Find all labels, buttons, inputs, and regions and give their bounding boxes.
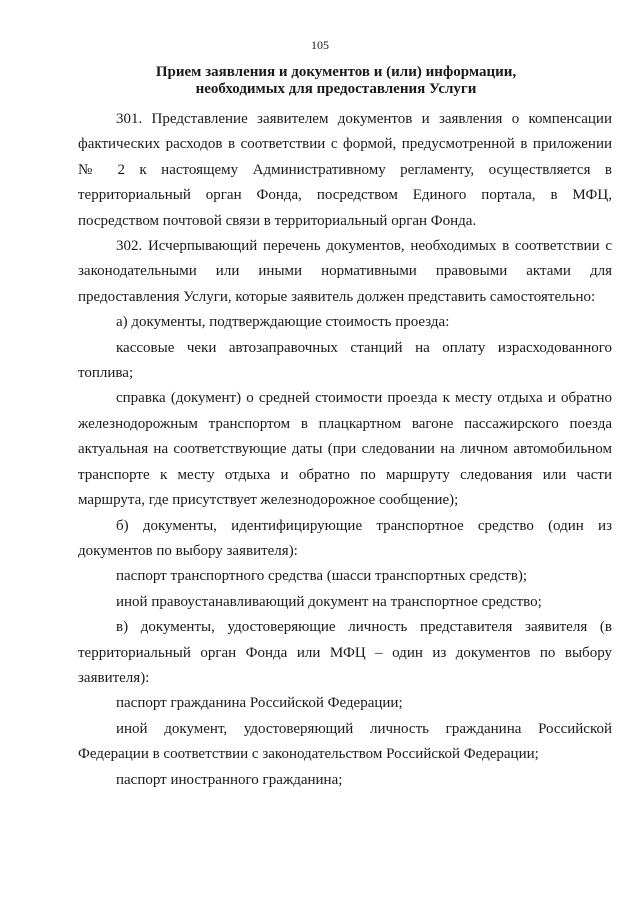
list-subitem-other-identity-document: иной документ, удостоверяющий личность гражданина Российской Федерации в соответствии с законодательством Российской Федерации; xyxy=(78,720,612,763)
list-subitem-fuel-receipts: кассовые чеки автозаправочных станций на оплату израсходованного топлива; xyxy=(78,339,612,382)
body-text xyxy=(78,107,612,793)
section-title-line-2: необходимых для предоставления Услуги xyxy=(195,81,477,97)
list-subitem-rf-passport: паспорт гражданина Российской Федерации; xyxy=(116,695,403,712)
list-item-a: а) документы, подтверждающие стоимость проезда: xyxy=(116,314,450,331)
page-number: 105 xyxy=(311,38,329,52)
list-subitem-rail-cost-certificate: справка (документ) о средней стоимости проезда к месту отдыха и обратно железнодорожным транспортом в плацкартном вагоне пассажирского поезда актуальная на соответствующие даты (при следовании на личном автомобильном транспорте к месту отдыха и обратно по маршруту следования или части маршрута, где присутствует железнодорожное сообщение); xyxy=(78,390,612,509)
section-title xyxy=(60,64,612,98)
list-subitem-other-vehicle-document: иной правоустанавливающий документ на транспортное средство; xyxy=(116,593,542,610)
list-subitem-foreign-passport: паспорт иностранного гражданина; xyxy=(116,771,343,788)
list-item-b: б) документы, идентифицирующие транспортное средство (один из документов по выбору заявителя): xyxy=(78,517,612,559)
paragraph-301: 301. Представление заявителем документов и заявления о компенсации фактических расходов в соответствии с формой, предусмотренной в приложении № 2 к настоящему Административному регламенту, осуществляется в территориальный орган Фонда, посредством Единого портала, в МФЦ, посредством почтовой связи в территориальный орган Фонда. xyxy=(78,111,612,229)
list-item-v: в) документы, удостоверяющие личность представителя заявителя (в территориальный орган Фонда или МФЦ – один из документов по выбору заявителя): xyxy=(78,619,612,686)
paragraph-302: 302. Исчерпывающий перечень документов, необходимых в соответствии с законодательными или иными нормативными правовыми актами для предоставления Услуги, которые заявитель должен представить самостоятельно: xyxy=(78,238,612,305)
section-title-line-1: Прием заявления и документов и (или) информации, xyxy=(155,64,517,80)
list-subitem-vehicle-passport: паспорт транспортного средства (шасси транспортных средств); xyxy=(116,568,528,585)
